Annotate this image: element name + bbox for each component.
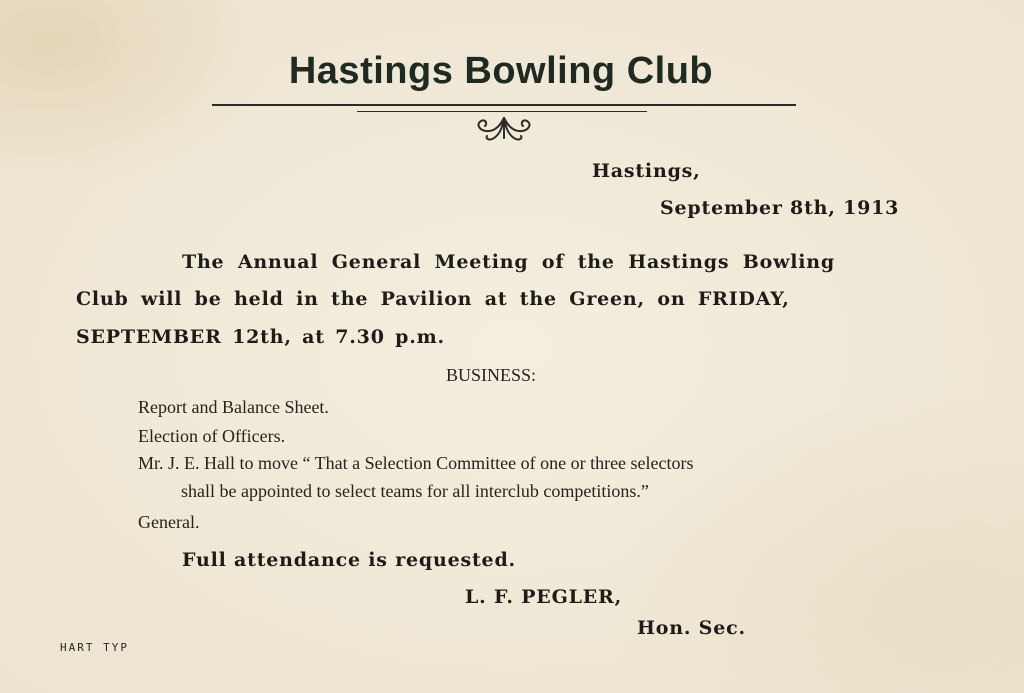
printer-mark: HART TYP bbox=[60, 641, 129, 654]
business-item: Election of Officers. bbox=[138, 426, 286, 446]
place-line: Hastings, bbox=[592, 160, 701, 182]
card-title: Hastings Bowling Club bbox=[288, 50, 714, 92]
business-item: Mr. J. E. Hall to move “ That a Selection Committee of one or three selectors bbox=[138, 453, 694, 473]
business-item: General. bbox=[138, 512, 200, 532]
flourish-ornament-icon bbox=[470, 114, 538, 144]
title-rule-bottom bbox=[357, 111, 647, 112]
notice-line-1: The Annual General Meeting of the Hastings Bowling bbox=[182, 251, 836, 273]
notice-line-2: Club will be held in the Pavilion at the Green, on FRIDAY, bbox=[76, 288, 790, 310]
title-rule-top bbox=[212, 104, 796, 106]
business-item: Report and Balance Sheet. bbox=[138, 397, 329, 417]
signature-role: Hon. Sec. bbox=[637, 617, 746, 639]
signature-name: L. F. PEGLER, bbox=[465, 586, 623, 608]
closing-request: Full attendance is requested. bbox=[182, 549, 516, 571]
business-heading: BUSINESS: bbox=[446, 365, 537, 385]
date-line: September 8th, 1913 bbox=[660, 197, 900, 219]
business-item-continuation: shall be appointed to select teams for all interclub competitions.” bbox=[181, 481, 649, 501]
notice-line-3: SEPTEMBER 12th, at 7.30 p.m. bbox=[76, 326, 445, 348]
